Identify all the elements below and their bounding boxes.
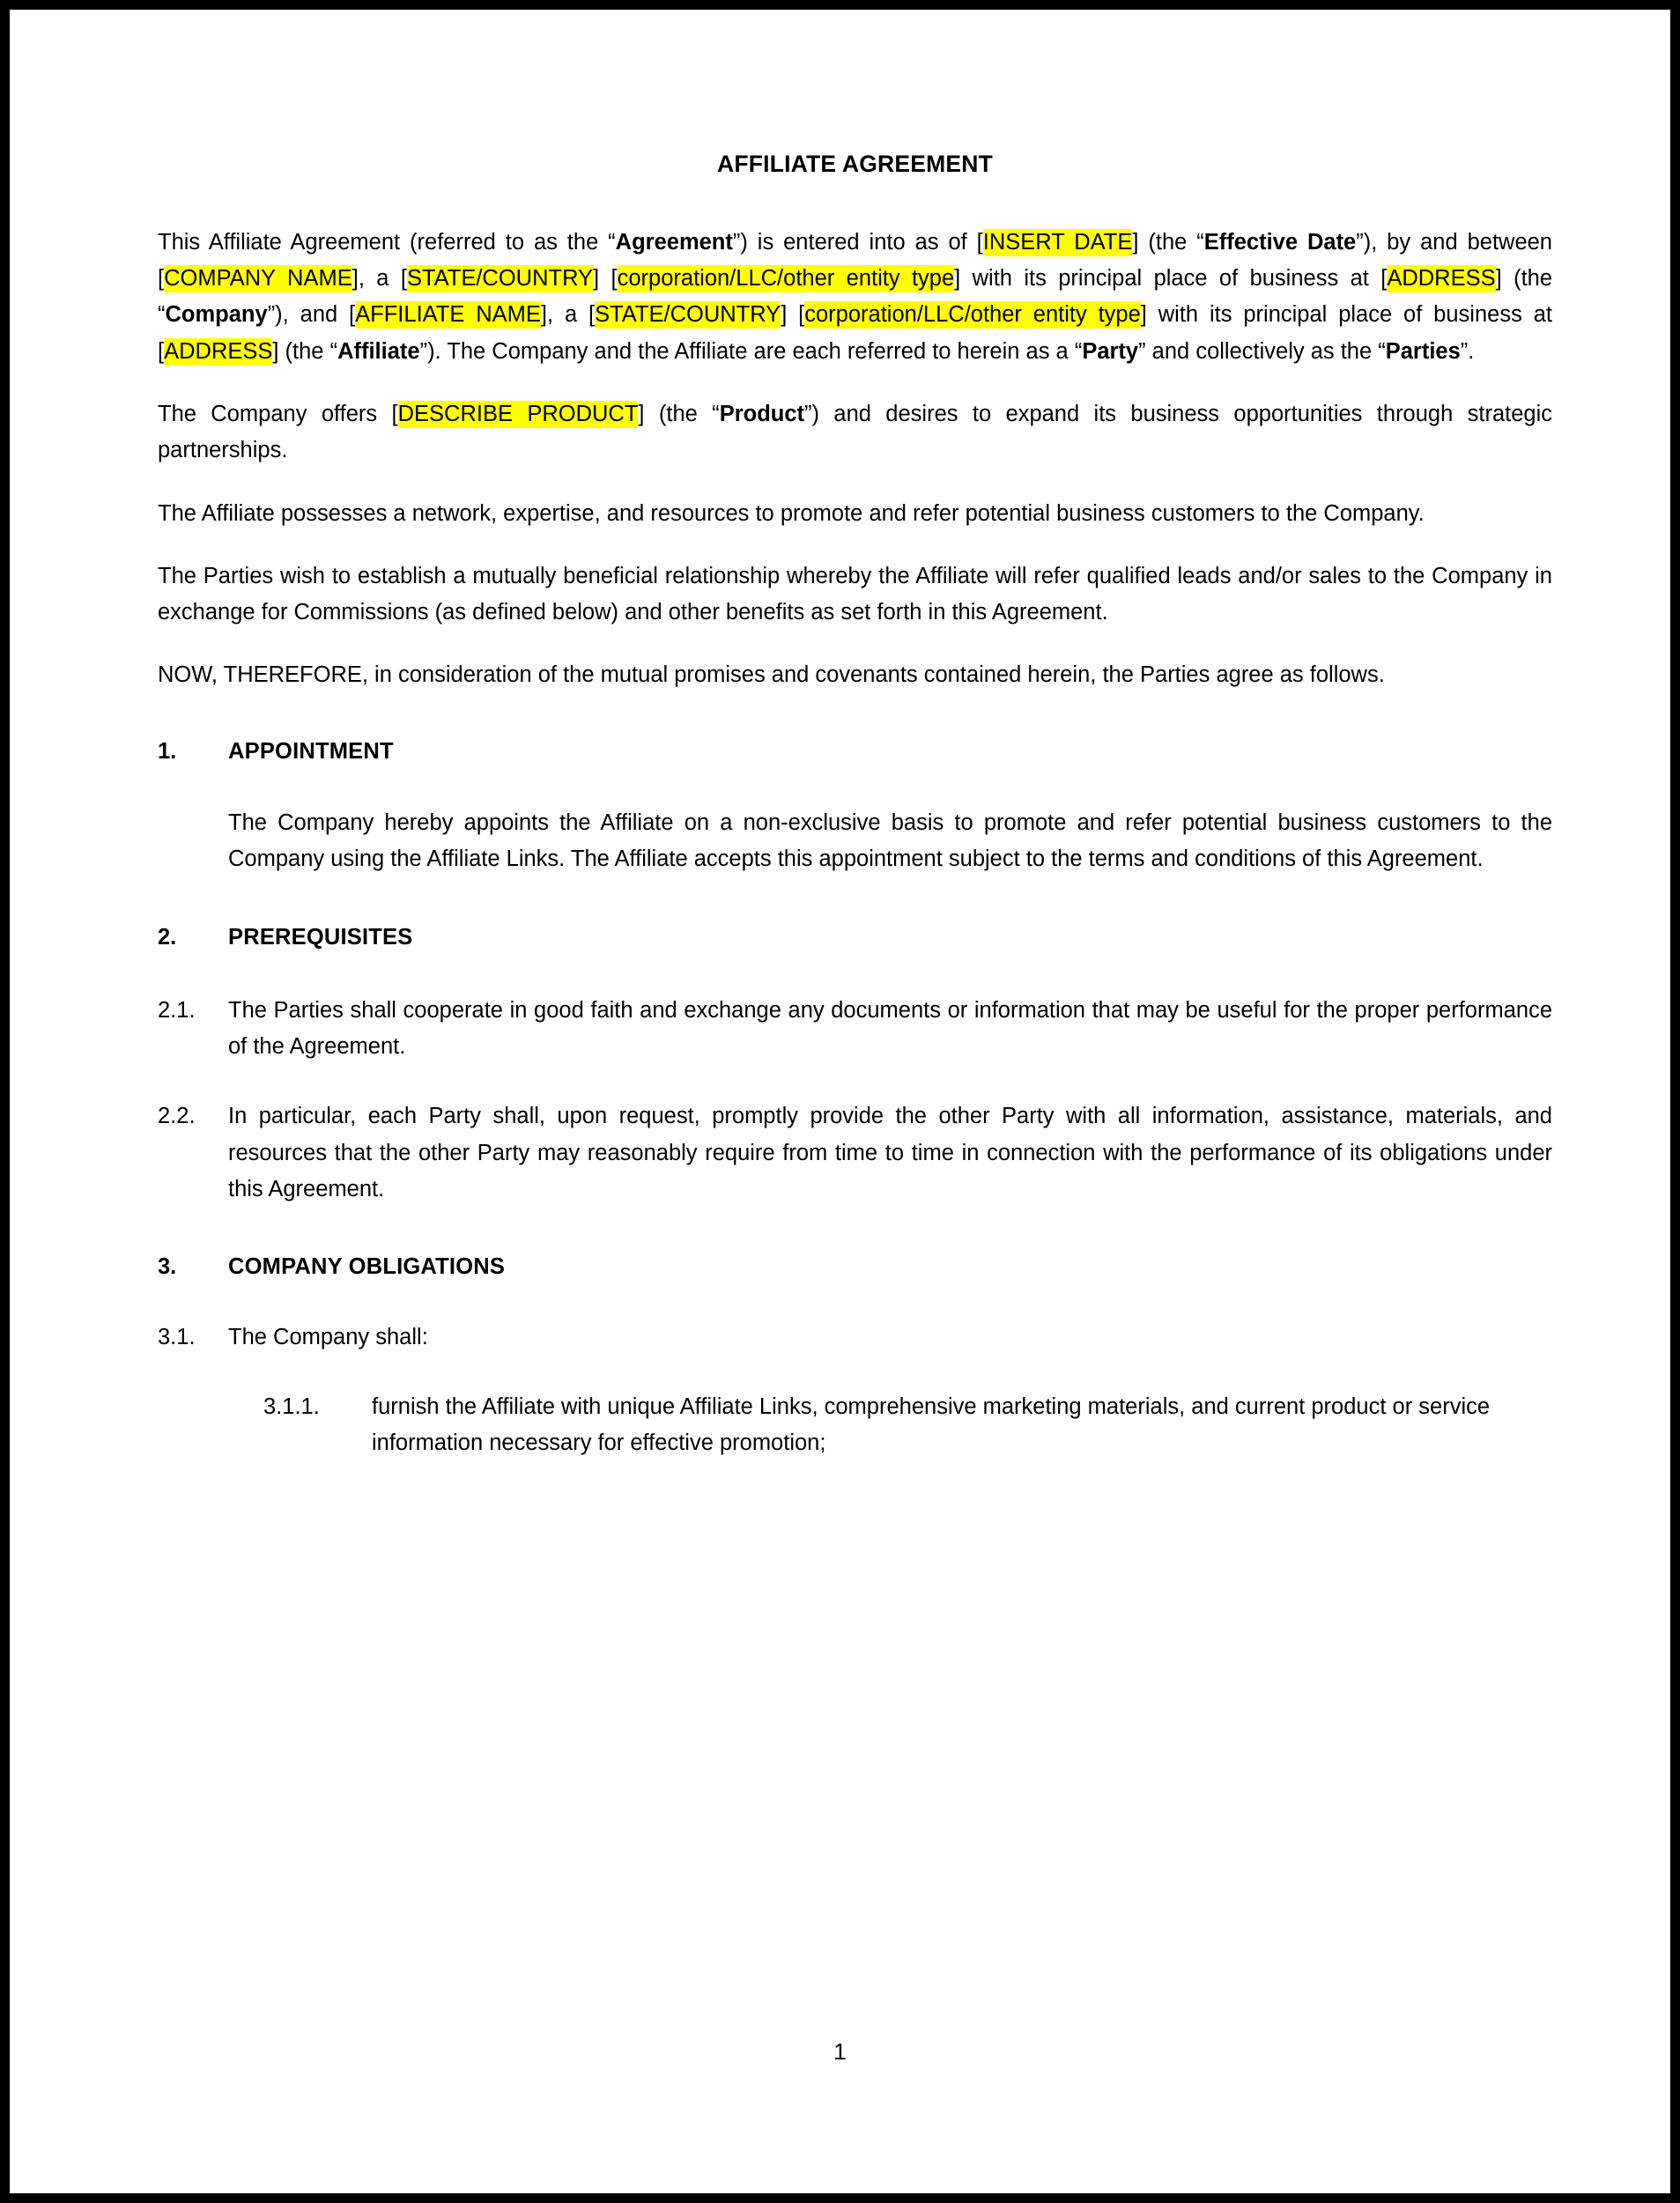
section-number-3: 3. bbox=[158, 1254, 177, 1280]
section-body-1: The Company hereby appoints the Affiliate on a non-exclusive basis to promote and refer potential business customers to the Company using the Affiliate Links. The Affiliate accepts this appointment subject to the terms and conditions of this Agreement. bbox=[228, 810, 1552, 872]
section-heading-2 bbox=[158, 920, 1552, 954]
p2-segment-2: ] (the “ bbox=[638, 401, 720, 426]
placeholder-state-country-1[interactable]: STATE/COUNTRY bbox=[406, 266, 594, 292]
section-number-1: 1. bbox=[158, 738, 177, 764]
placeholder-entity-type-1[interactable]: corporation/LLC/other entity type bbox=[617, 266, 955, 292]
preamble-paragraph-2 bbox=[158, 396, 1552, 469]
page-number: 1 bbox=[833, 2038, 847, 2065]
p1-segment-10: ], a [ bbox=[540, 302, 596, 328]
placeholder-describe-product[interactable]: DESCRIBE PRODUCT bbox=[397, 401, 639, 426]
p1-segment-11: ] [ bbox=[781, 302, 805, 328]
term-affiliate: Affiliate bbox=[337, 338, 420, 364]
placeholder-insert-date[interactable]: INSERT DATE bbox=[982, 229, 1133, 255]
page-title: AFFILIATE AGREEMENT bbox=[717, 151, 993, 177]
section-title-2: PREREQUISITES bbox=[228, 924, 413, 950]
preamble-paragraph-3: The Affiliate possesses a network, expertise, and resources to promote and refer potential business customers to the Company. bbox=[158, 500, 1425, 526]
clause-text-2-2: In particular, each Party shall, upon request, promptly provide the other Party with all information, assistance, materials, and resources that the other Party may reasonably require from time to time in connection with the performance of its obligations under this Agreement. bbox=[228, 1104, 1552, 1202]
subclause-number-3-1-1: 3.1.1. bbox=[263, 1394, 320, 1419]
page-content-area bbox=[10, 10, 1670, 2193]
p1-segment-4: ”), by and between [ bbox=[158, 229, 1552, 292]
clause-text-2-1: The Parties shall cooperate in good faith and exchange any documents or information that may be useful for the proper performance of the Agreement. bbox=[228, 997, 1552, 1060]
section-heading-1 bbox=[158, 735, 1552, 768]
placeholder-address-1[interactable]: ADDRESS bbox=[1387, 266, 1496, 292]
clause-number-2-2: 2.2. bbox=[158, 1104, 196, 1129]
term-party: Party bbox=[1082, 338, 1139, 364]
placeholder-address-2[interactable]: ADDRESS bbox=[164, 338, 273, 364]
preamble-paragraph-4: The Parties wish to establish a mutually beneficial relationship whereby the Affiliate will refer qualified leads and/or sales to the Company in exchange for Commissions (as defined below) and other benefits as set forth in this Agreement. bbox=[158, 563, 1552, 625]
term-agreement: Agreement bbox=[615, 229, 733, 255]
term-product: Product bbox=[719, 401, 805, 426]
p1-segment-7: ] with its principal place of business at [ bbox=[954, 266, 1388, 292]
p1-segment-5: ], a [ bbox=[352, 266, 407, 292]
subclause-3-1-1 bbox=[263, 1389, 1552, 1462]
term-parties: Parties bbox=[1385, 338, 1461, 364]
p2-segment-3: ”) and desires to expand its business opportunities through strategic partnerships. bbox=[158, 401, 1553, 463]
p1-segment-1: This Affiliate Agreement (referred to as the “ bbox=[158, 229, 616, 255]
preamble-paragraph-1 bbox=[158, 225, 1552, 370]
placeholder-affiliate-name[interactable]: AFFILIATE NAME bbox=[355, 302, 541, 328]
placeholder-state-country-2[interactable]: STATE/COUNTRY bbox=[595, 302, 781, 328]
p1-segment-13: ] (the “ bbox=[272, 338, 338, 364]
section-title-3: COMPANY OBLIGATIONS bbox=[228, 1254, 506, 1280]
section-heading-3 bbox=[158, 1250, 1552, 1283]
preamble-paragraph-5: NOW, THEREFORE, in consideration of the mutual promises and covenants contained herein, the Parties agree as follows. bbox=[158, 662, 1385, 688]
p1-segment-6: ] [ bbox=[593, 266, 618, 292]
section-number-2: 2. bbox=[158, 924, 177, 950]
p1-segment-3: ] (the “ bbox=[1132, 229, 1204, 255]
clause-2-2 bbox=[158, 1098, 1552, 1208]
clause-text-3-1: The Company shall: bbox=[228, 1324, 428, 1349]
p1-segment-2: ”) is entered into as of [ bbox=[732, 229, 983, 255]
section-title-1: APPOINTMENT bbox=[228, 738, 394, 764]
p1-segment-15: ” and collectively as the “ bbox=[1138, 338, 1386, 364]
p1-segment-8: ] (the “ bbox=[158, 266, 1553, 328]
clause-2-1 bbox=[158, 993, 1552, 1066]
clause-number-2-1: 2.1. bbox=[158, 997, 196, 1023]
p1-segment-16: ”. bbox=[1460, 338, 1475, 364]
term-company: Company bbox=[165, 302, 268, 328]
subclause-text-3-1-1: furnish the Affiliate with unique Affiliate Links, comprehensive marketing materials, and current product or service information necessary for effective promotion; bbox=[372, 1394, 1491, 1456]
p1-segment-14: ”). The Company and the Affiliate are each referred to herein as a “ bbox=[419, 338, 1083, 364]
p1-segment-9: ”), and [ bbox=[267, 302, 356, 328]
placeholder-company-name[interactable]: COMPANY NAME bbox=[164, 266, 352, 292]
clause-3-1 bbox=[158, 1320, 1552, 1356]
p1-segment-12: ] with its principal place of business at [ bbox=[158, 302, 1552, 364]
term-effective-date: Effective Date bbox=[1203, 229, 1357, 255]
clause-number-3-1: 3.1. bbox=[158, 1324, 196, 1349]
placeholder-entity-type-2[interactable]: corporation/LLC/other entity type bbox=[804, 302, 1141, 328]
p2-segment-1: The Company offers [ bbox=[158, 401, 398, 426]
